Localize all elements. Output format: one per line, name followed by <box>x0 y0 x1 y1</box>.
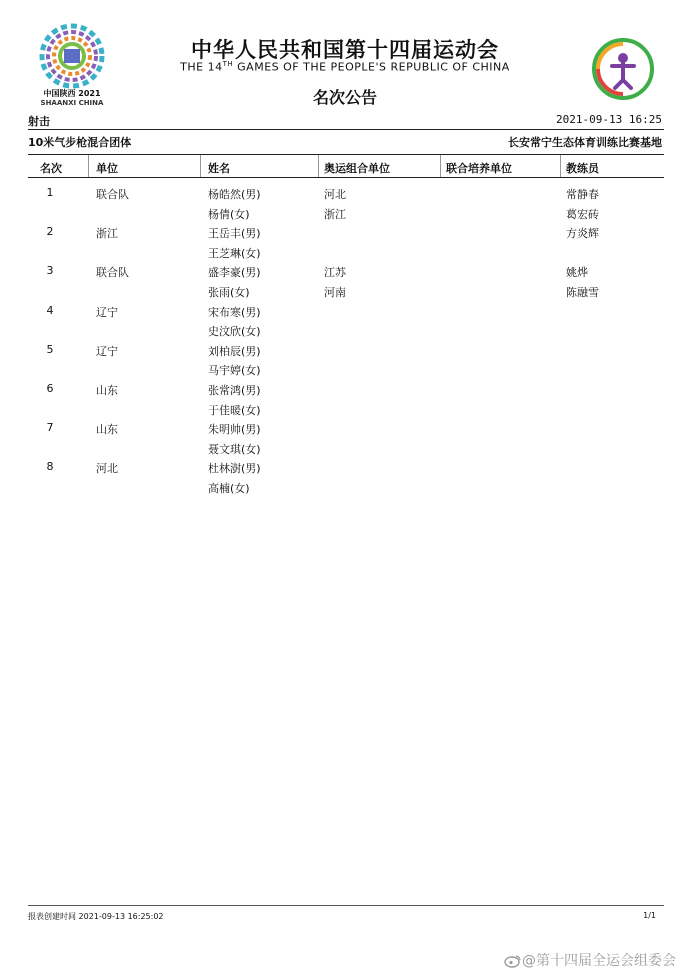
logo-text-line2: SHAANXI CHINA <box>40 99 104 107</box>
venue-label: 长安常宁生态体育训练比赛基地 <box>508 136 662 149</box>
rank-cell: 4 <box>46 303 54 317</box>
athlete-name-cell: 马宇婷(女) <box>208 364 261 378</box>
column-separator <box>318 155 319 177</box>
table-header-border <box>28 177 664 178</box>
unit-cell: 山东 <box>96 384 118 397</box>
title-en-post: GAMES OF THE PEOPLE'S REPUBLIC OF CHINA <box>237 60 510 74</box>
col-header-name: 姓名 <box>208 162 230 175</box>
title-en-sup: TH <box>222 60 234 68</box>
athlete-name-cell: 张雨(女) <box>208 286 250 299</box>
unit-cell: 山东 <box>96 423 118 437</box>
olympic-unit-cell: 河北 <box>324 188 346 201</box>
rank-cell: 1 <box>46 186 54 199</box>
col-header-olympic-unit: 奥运组合单位 <box>324 162 390 175</box>
olympic-unit-cell: 河南 <box>324 286 346 299</box>
unit-cell: 辽宁 <box>96 305 118 319</box>
athlete-name-cell: 史汶欣(女) <box>208 325 261 339</box>
divider <box>28 129 664 130</box>
coach-cell: 陈融雪 <box>566 286 599 299</box>
athlete-name-cell: 杨倩(女) <box>208 207 250 221</box>
watermark-text: @第十四届全运会组委会 <box>522 953 676 969</box>
rank-cell: 6 <box>46 382 54 395</box>
rank-cell: 5 <box>46 342 54 356</box>
rank-cell: 3 <box>46 264 54 278</box>
col-header-joint-unit: 联合培养单位 <box>446 162 512 175</box>
unit-cell: 辽宁 <box>96 344 118 358</box>
olympic-unit-cell: 浙江 <box>324 207 346 221</box>
footer-divider <box>28 905 664 906</box>
page-number: 1/1 <box>643 911 656 920</box>
event-label: 10米气步枪混合团体 <box>28 136 132 149</box>
athlete-name-cell: 于佳暖(女) <box>208 403 261 417</box>
unit-cell: 联合队 <box>96 266 129 280</box>
olympic-unit-cell: 江苏 <box>324 266 346 280</box>
coach-cell: 方炎辉 <box>566 227 599 241</box>
athlete-name-cell: 盛李豪(男) <box>208 266 261 280</box>
column-separator <box>560 155 561 177</box>
rank-cell: 8 <box>46 460 54 474</box>
col-header-coach: 教练员 <box>566 162 599 175</box>
athlete-name-cell: 杨皓然(男) <box>208 188 261 201</box>
table-top-border <box>28 154 664 155</box>
athlete-name-cell: 王芝琳(女) <box>208 246 261 260</box>
unit-cell: 河北 <box>96 462 118 476</box>
rank-cell: 7 <box>46 421 54 435</box>
athlete-name-cell: 聂文琪(女) <box>208 442 261 456</box>
coach-cell: 葛宏砖 <box>566 207 599 221</box>
athlete-name-cell: 王岳丰(男) <box>208 227 261 241</box>
column-separator <box>88 155 89 177</box>
athlete-name-cell: 杜林澍(男) <box>208 462 261 476</box>
sport-label: 射击 <box>28 115 50 128</box>
column-separator <box>200 155 201 177</box>
rank-cell: 2 <box>46 225 54 239</box>
athlete-name-cell: 宋布寒(男) <box>208 305 261 319</box>
unit-cell: 联合队 <box>96 188 129 201</box>
col-header-unit: 单位 <box>96 162 118 175</box>
athlete-name-cell: 高楠(女) <box>208 482 250 495</box>
games-title-english <box>0 60 690 74</box>
weibo-icon <box>504 954 522 968</box>
report-created-time: 报表创建时间 2021-09-13 16:25:02 <box>28 912 164 921</box>
column-separator <box>440 155 441 177</box>
athlete-name-cell: 刘柏辰(男) <box>208 344 261 358</box>
page-title: 名次公告 <box>312 88 377 107</box>
weibo-watermark <box>504 950 676 970</box>
coach-cell: 常静春 <box>566 188 599 201</box>
games-title: 中华人民共和国第十四届运动会 <box>191 38 499 62</box>
col-header-rank: 名次 <box>40 162 62 175</box>
athlete-name-cell: 朱明帅(男) <box>208 423 261 437</box>
logo-text-line1: 中国陕西 2021 <box>43 89 101 98</box>
title-en-pre: THE 14 <box>180 60 223 74</box>
coach-cell: 姚烨 <box>566 266 588 280</box>
athlete-name-cell: 张常鸿(男) <box>208 384 261 397</box>
unit-cell: 浙江 <box>96 227 118 241</box>
report-datetime: 2021-09-13 16:25 <box>556 113 662 126</box>
